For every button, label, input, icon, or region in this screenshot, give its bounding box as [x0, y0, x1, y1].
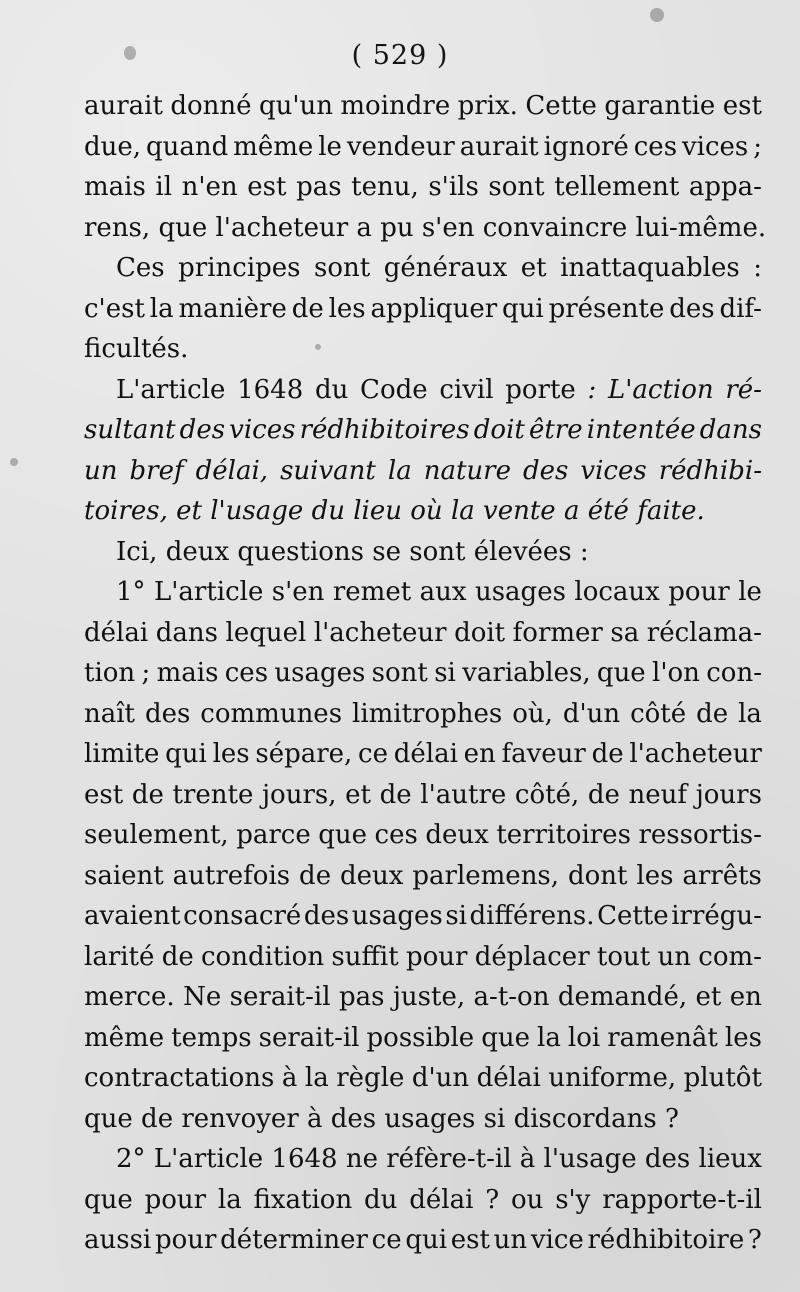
word: que	[84, 1184, 133, 1215]
word: l'acheteur	[215, 212, 357, 243]
word: ?	[747, 1225, 762, 1255]
word: rapporte-t-il	[602, 1184, 762, 1215]
word: réfère-t-il	[386, 1144, 512, 1174]
word: L'article	[116, 374, 226, 405]
word: parce	[236, 820, 311, 850]
word: il	[155, 172, 173, 202]
word: Code	[360, 374, 428, 405]
word: règle	[336, 1063, 405, 1093]
word: la	[450, 496, 484, 526]
word: aurait	[84, 91, 163, 121]
text-line	[84, 410, 762, 451]
word: s'en	[421, 212, 483, 243]
text-line	[84, 775, 762, 816]
word: qui	[405, 1225, 448, 1255]
word: arrêts	[682, 860, 762, 891]
word: ?	[485, 1184, 500, 1215]
word: Ces	[116, 253, 165, 283]
word: un	[657, 941, 691, 972]
word: neuf	[628, 779, 688, 810]
text-line	[84, 937, 762, 978]
word: ;	[753, 131, 762, 162]
word: com-	[698, 941, 762, 972]
word: ramenât	[607, 1022, 718, 1053]
word: délai	[409, 1184, 474, 1215]
word: et	[176, 496, 211, 526]
word: Ici,	[116, 536, 166, 567]
word: tellement	[554, 172, 680, 202]
word: vices	[229, 415, 296, 445]
text-line	[84, 127, 762, 168]
word: sépare,	[255, 739, 353, 769]
word: ou	[510, 1184, 544, 1215]
word: délai	[476, 1063, 541, 1093]
word: manière	[178, 293, 287, 324]
word: de	[591, 739, 624, 769]
word: jours	[695, 779, 762, 810]
word: usages	[351, 901, 443, 931]
word: L'article	[153, 577, 264, 607]
word: si	[483, 1103, 514, 1134]
word: de	[141, 1103, 182, 1134]
word: :	[753, 253, 762, 283]
word: locaux	[574, 577, 660, 607]
word: faite.	[637, 496, 705, 526]
word: serait-il	[229, 982, 331, 1012]
word: tout	[596, 941, 651, 972]
word: L'action	[607, 374, 714, 405]
word: de	[696, 698, 729, 729]
word: sont	[488, 172, 545, 202]
word: est	[450, 1225, 490, 1255]
text-line	[84, 1099, 762, 1140]
text-line	[84, 1018, 762, 1059]
word: ignoré	[543, 131, 629, 162]
word: mais	[84, 172, 146, 202]
word: usages	[474, 577, 566, 607]
word: irrégu-	[671, 901, 762, 931]
word: demandé,	[557, 982, 688, 1012]
word: côté,	[514, 779, 580, 810]
paper-speck	[10, 458, 18, 466]
word: des	[303, 901, 350, 931]
text-line	[84, 1220, 762, 1261]
word: a-t-on	[473, 982, 550, 1012]
word: sont	[314, 253, 371, 283]
word: contractations	[84, 1063, 275, 1093]
word: de	[161, 941, 194, 972]
text-line	[84, 491, 762, 532]
text-line	[84, 1058, 762, 1099]
word: si	[445, 901, 467, 931]
word: temps	[171, 1022, 252, 1053]
word: porte	[505, 374, 576, 405]
word: la	[387, 455, 412, 486]
word: délai,	[195, 455, 269, 486]
word: parlemens,	[412, 860, 560, 891]
text-line	[84, 734, 762, 775]
word: vices	[580, 455, 647, 486]
word: les	[636, 860, 674, 891]
word: fixation	[253, 1184, 353, 1215]
word: moindre	[340, 91, 451, 121]
word: donné	[170, 91, 252, 121]
word: pour	[405, 941, 468, 972]
word: quand	[145, 131, 229, 162]
word: lieu	[353, 496, 411, 526]
word: limitrophes	[352, 698, 503, 729]
word: de	[131, 779, 164, 810]
word: où,	[512, 698, 553, 729]
word: larité	[84, 941, 155, 972]
word: discordans	[513, 1103, 666, 1134]
text-line	[84, 451, 762, 492]
text-line	[84, 653, 762, 694]
text-line	[84, 613, 762, 654]
word: mais	[156, 658, 219, 688]
word: rédhibitoire	[587, 1225, 745, 1255]
word: doit	[473, 415, 525, 445]
word: merce.	[84, 982, 175, 1012]
word: des	[144, 698, 191, 729]
word: est	[247, 172, 287, 202]
word: lui-même.	[635, 212, 767, 243]
word: tion	[84, 658, 136, 688]
word: :	[579, 536, 589, 567]
word: aux	[419, 577, 467, 607]
text-line	[84, 977, 762, 1018]
word: déterminer	[220, 1225, 368, 1255]
word: aurait	[459, 131, 539, 162]
word: usages	[384, 1103, 484, 1134]
text-line	[84, 532, 762, 573]
word: qu'un	[258, 91, 333, 121]
word: sa	[610, 617, 640, 648]
word: inattaquables	[560, 253, 740, 283]
word: intentée	[586, 415, 696, 445]
word: autrefois	[172, 860, 291, 891]
word: différens.	[469, 901, 595, 931]
word: qui	[165, 739, 207, 769]
word: trente	[172, 779, 254, 810]
text-line	[84, 289, 762, 330]
word: faveur	[501, 739, 586, 769]
word: les	[724, 1022, 762, 1053]
word: se	[372, 536, 410, 567]
word: à	[307, 1103, 331, 1134]
word: s'y	[555, 1184, 591, 1215]
word: juste,	[392, 982, 466, 1012]
word: pour	[144, 1184, 207, 1215]
word: que	[481, 1022, 530, 1053]
word: pas	[296, 172, 342, 202]
word: 1°	[116, 577, 146, 607]
word: des	[644, 1144, 691, 1174]
word: dif-	[719, 293, 762, 324]
word: s'en	[271, 577, 325, 607]
word: ;	[141, 658, 151, 688]
word: été	[587, 496, 638, 526]
word: sultant	[84, 415, 176, 445]
word: de	[299, 860, 332, 891]
word: rédhibitoires	[299, 415, 470, 445]
word: l'on	[652, 658, 700, 688]
word: avaient	[84, 901, 181, 931]
word: dont	[567, 860, 628, 891]
text-line	[84, 1180, 762, 1221]
word: et	[695, 982, 722, 1012]
word: con-	[706, 658, 762, 688]
word: saient	[84, 860, 164, 891]
word: L'article	[153, 1144, 264, 1174]
word: a	[356, 212, 381, 243]
word: ce	[358, 739, 388, 769]
text-line	[84, 856, 762, 897]
word: ces	[374, 820, 418, 850]
word: et	[345, 779, 371, 810]
word: à	[281, 1063, 298, 1093]
word: garantie	[604, 91, 716, 121]
word: seulement,	[84, 820, 229, 850]
word: vices	[681, 131, 749, 162]
word: un	[493, 1225, 528, 1255]
word: être	[528, 415, 583, 445]
page-number: ( 529 )	[351, 40, 449, 71]
word: 2°	[116, 1144, 146, 1174]
word: plutôt	[683, 1063, 762, 1093]
word: deux	[425, 820, 489, 850]
word: l'usage	[210, 496, 312, 526]
word: les	[328, 293, 366, 324]
word: questions	[237, 536, 373, 567]
word: à	[519, 1144, 536, 1174]
word: s'ils	[428, 172, 479, 202]
word: lieux	[698, 1144, 762, 1174]
word: nature	[423, 455, 511, 486]
word: de	[379, 779, 412, 810]
word: des	[669, 293, 715, 324]
word: en	[463, 739, 496, 769]
word: pas	[338, 982, 385, 1012]
word: pour	[154, 1225, 217, 1255]
word: Ne	[183, 982, 222, 1012]
word: des	[179, 415, 226, 445]
word: et	[520, 253, 547, 283]
word: rens,	[84, 212, 159, 243]
word: serait-il	[258, 1022, 360, 1053]
text-line	[84, 1139, 762, 1180]
word: doit	[454, 617, 506, 648]
word: du	[311, 496, 354, 526]
word: pu	[380, 212, 422, 243]
word: 1648	[237, 374, 304, 405]
word: la	[304, 1063, 329, 1093]
word: possible	[366, 1022, 475, 1053]
word: est	[84, 779, 124, 810]
word: principes	[178, 253, 301, 283]
word: un	[84, 455, 118, 486]
word: rédhibi-	[658, 455, 762, 486]
word: de	[587, 779, 620, 810]
word: élevées	[473, 536, 580, 567]
word: même	[233, 131, 314, 162]
word: le	[738, 577, 762, 607]
word: ré-	[725, 374, 762, 405]
word: vice	[530, 1225, 584, 1255]
word: n'en	[181, 172, 238, 202]
word: la	[149, 293, 174, 324]
word: même	[84, 1022, 165, 1053]
word: ressortis-	[638, 820, 762, 850]
word: qui	[502, 293, 544, 324]
word: du	[364, 1184, 398, 1215]
word: 1648	[271, 1144, 338, 1174]
word: remet	[332, 577, 412, 607]
word: côté	[630, 698, 687, 729]
word: ces	[224, 658, 269, 688]
word: prix.	[457, 91, 518, 121]
text-line	[84, 694, 762, 735]
word: uniforme,	[548, 1063, 677, 1093]
paper-speck	[650, 8, 664, 22]
word: ce	[371, 1225, 402, 1255]
word: usages	[274, 658, 366, 688]
word: :	[587, 374, 597, 405]
word: des	[330, 1103, 385, 1134]
word: lequel	[225, 617, 307, 648]
text-line	[84, 248, 762, 289]
word: Cette	[525, 91, 597, 121]
word: vendeur	[346, 131, 455, 162]
word: l'acheteur	[629, 739, 762, 769]
word: communes	[200, 698, 343, 729]
word: généraux	[383, 253, 508, 283]
word: où	[410, 496, 451, 526]
word: déplacer	[474, 941, 590, 972]
word: la	[738, 698, 762, 729]
word: que	[158, 212, 216, 243]
word: que	[318, 820, 368, 850]
word: réclama-	[646, 617, 762, 648]
word: du	[314, 374, 349, 405]
word: ne	[345, 1144, 378, 1174]
word: variables,	[462, 658, 591, 688]
word: dans	[155, 617, 218, 648]
word: jours,	[261, 779, 337, 810]
word: l'autre	[420, 779, 507, 810]
word: appa-	[688, 172, 762, 202]
word: deux	[340, 860, 404, 891]
word: suffit	[331, 941, 399, 972]
word: est	[722, 91, 762, 121]
word: dans	[699, 415, 762, 445]
word: pour	[668, 577, 730, 607]
text-line	[84, 167, 762, 208]
text-line	[84, 815, 762, 856]
word: que	[596, 658, 646, 688]
word: suivant	[280, 455, 376, 486]
word: ces	[633, 131, 678, 162]
word: tenu,	[351, 172, 419, 202]
text-line	[84, 572, 762, 613]
word: délai	[84, 617, 149, 648]
word: ficultés.	[84, 334, 189, 364]
body-text	[84, 86, 767, 1261]
word: territoires	[496, 820, 631, 850]
word: due,	[84, 131, 142, 162]
word: vente	[483, 496, 564, 526]
word: présente	[548, 293, 665, 324]
word: les	[212, 739, 250, 769]
word: bref	[129, 455, 184, 486]
word: sont	[409, 536, 474, 567]
word: le	[318, 131, 342, 162]
word: délai	[393, 739, 458, 769]
word: Cette	[597, 901, 669, 931]
word: appliquer	[370, 293, 498, 324]
word: consacré	[183, 901, 302, 931]
word: l'usage	[543, 1144, 637, 1174]
word: si	[434, 658, 456, 688]
word: sont	[371, 658, 428, 688]
word: civil	[439, 374, 494, 405]
word: a	[563, 496, 588, 526]
word: renvoyer	[181, 1103, 308, 1134]
word: ?	[665, 1103, 679, 1134]
text-line	[84, 329, 762, 370]
word: naît	[84, 698, 136, 729]
word: loi	[567, 1022, 601, 1053]
word: aussi	[84, 1225, 152, 1255]
word: condition	[201, 941, 325, 972]
word: d'un	[562, 698, 621, 729]
word: de	[291, 293, 324, 324]
text-line	[84, 370, 762, 411]
word: l'acheteur	[313, 617, 447, 648]
text-line	[84, 208, 767, 249]
word: deux	[165, 536, 238, 567]
word: toires,	[84, 496, 177, 526]
word: limite	[84, 739, 160, 769]
word: que	[84, 1103, 142, 1134]
word: former	[512, 617, 603, 648]
word: en	[729, 982, 762, 1012]
word: des	[523, 455, 569, 486]
word: convaincre	[482, 212, 636, 243]
word: la	[217, 1184, 242, 1215]
word: la	[537, 1022, 561, 1053]
text-line	[84, 896, 762, 937]
word: c'est	[84, 293, 145, 324]
word: d'un	[411, 1063, 470, 1093]
text-line	[84, 86, 762, 127]
